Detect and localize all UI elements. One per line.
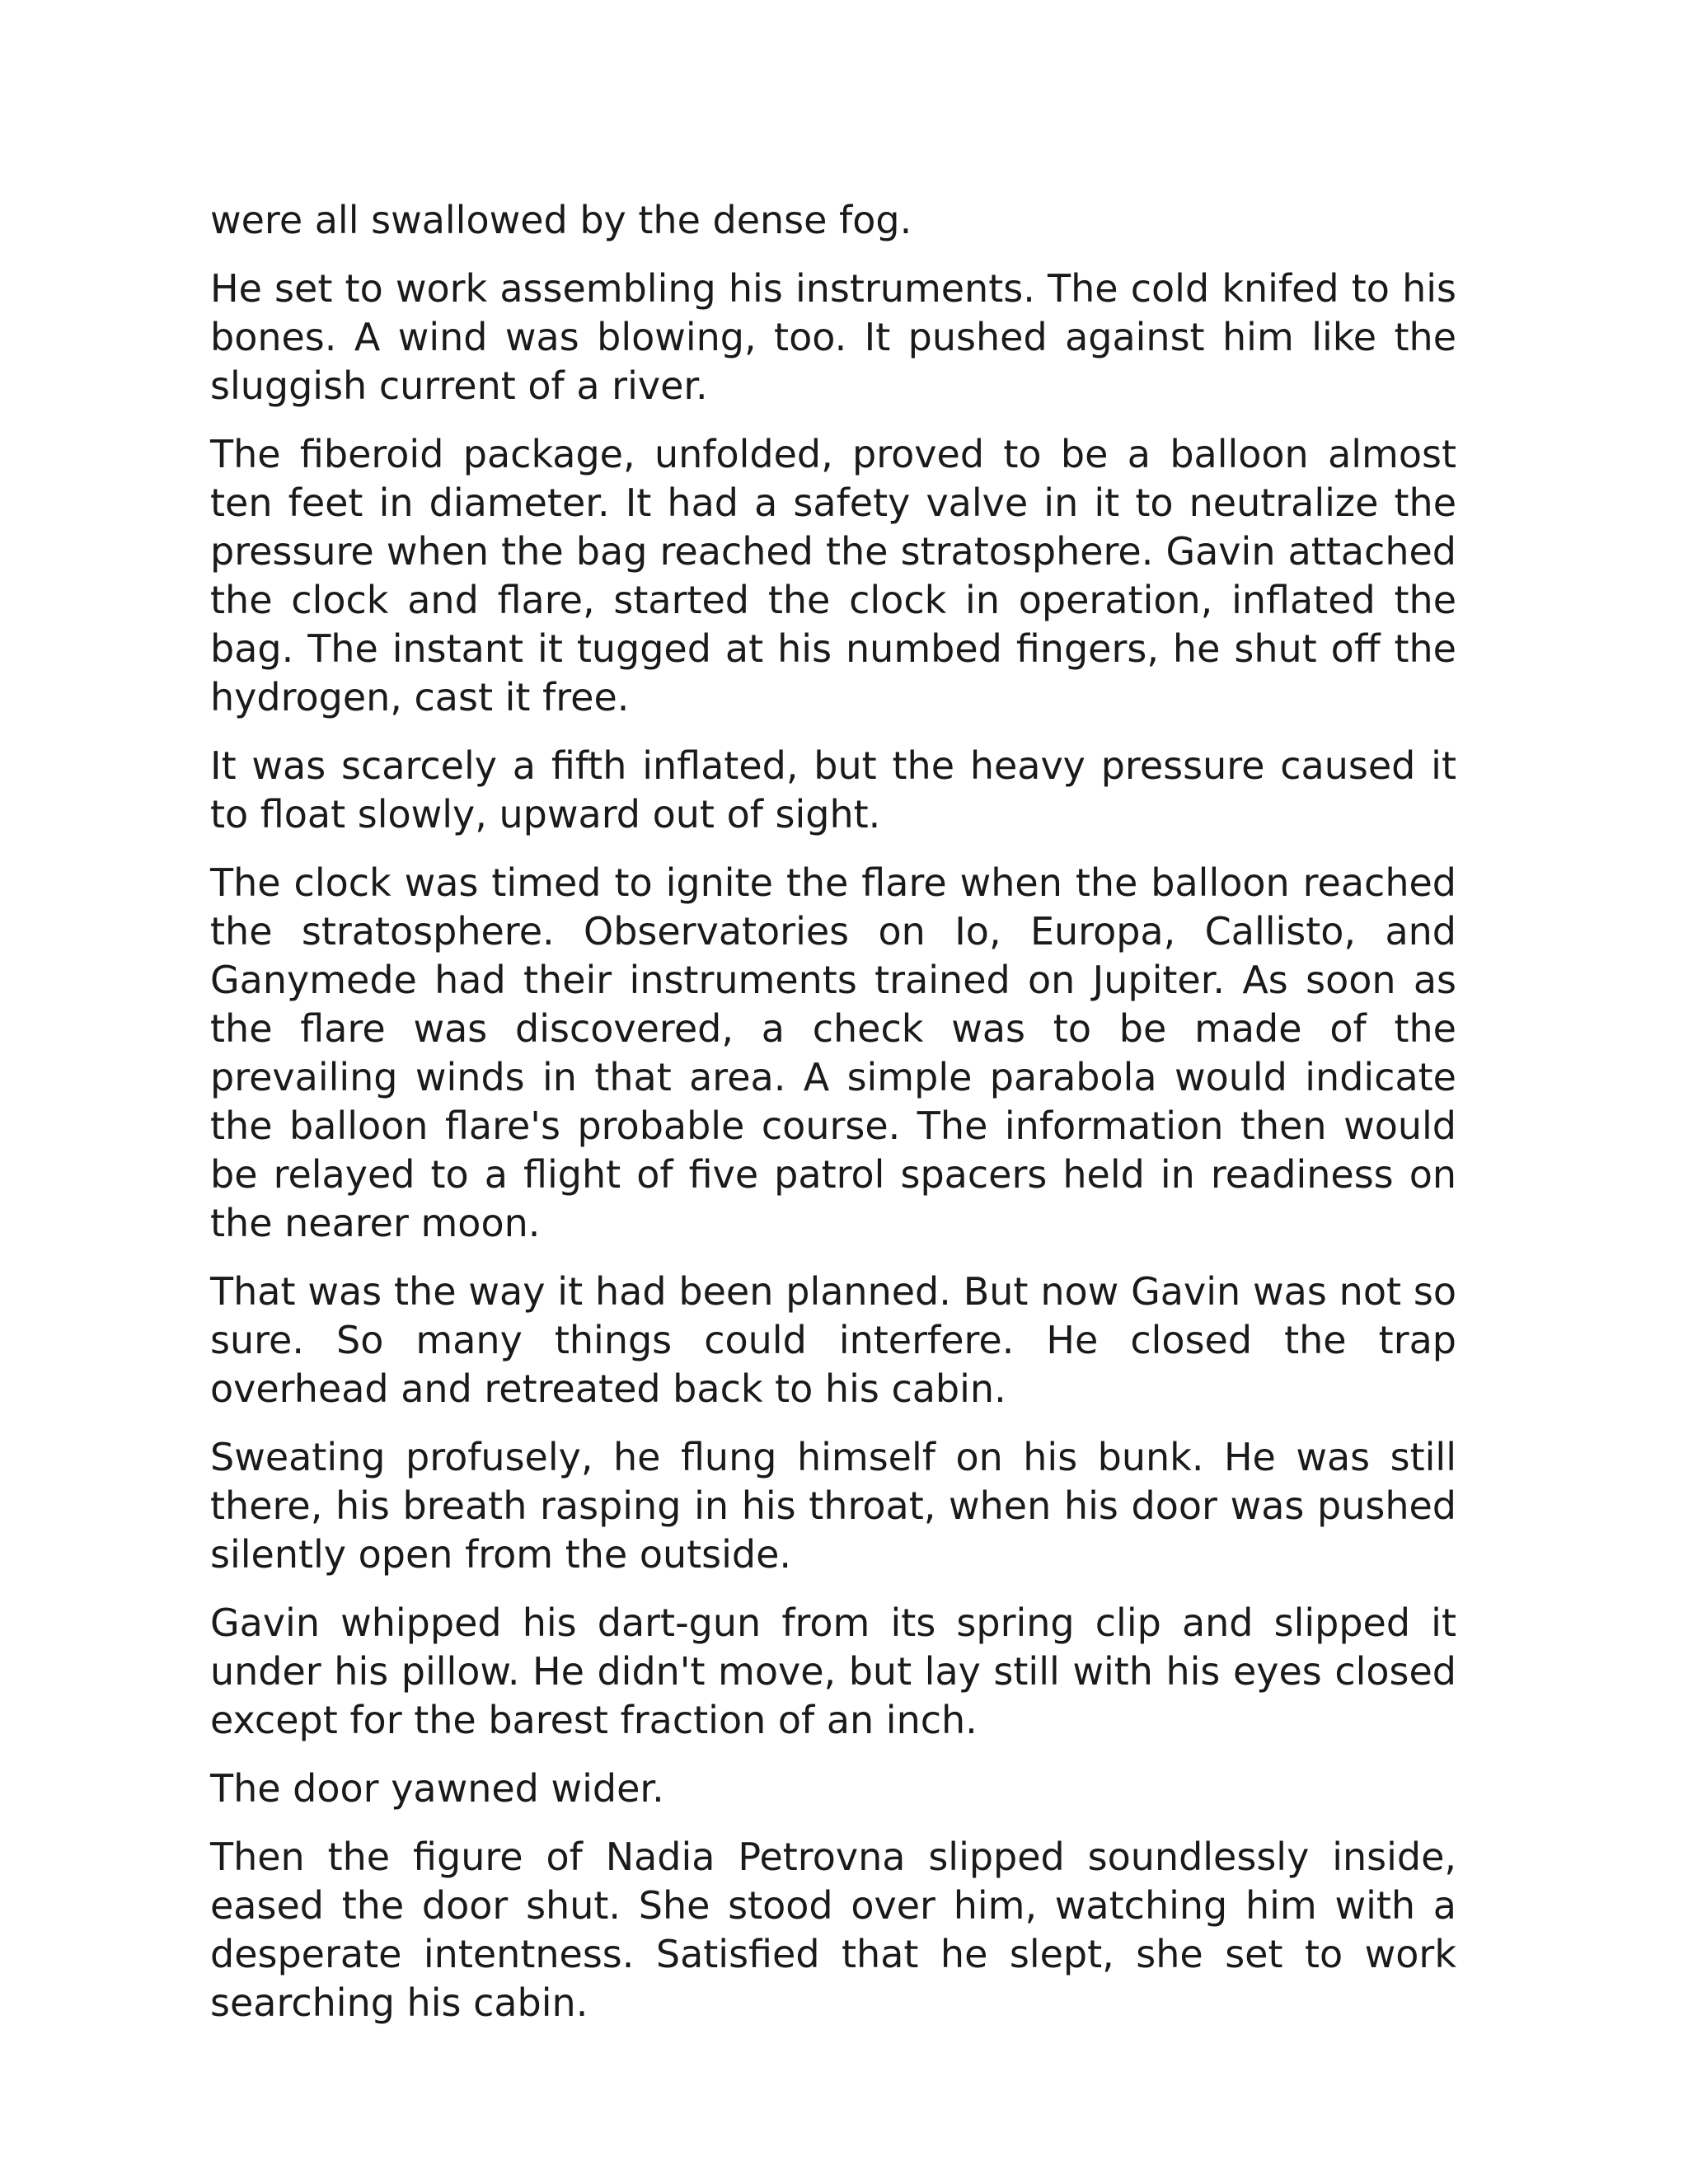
body-text [210, 196, 1456, 2047]
paragraph-5: The clock was timed to ignite the flare when the balloon reached the stratosphere. Observatories on Io, Europa, Callisto, and Ganymede had their instruments trained on Jupiter. As soon as the flare was discovered, a check was to be made of the prevailing winds in that area. A simple parabola would indicate the balloon flare's probable course. The information then would be relayed to a flight of five patrol spacers held in readiness on the nearer moon. [210, 860, 1456, 1245]
paragraph-10: Then the figure of Nadia Petrovna slipped soundlessly inside, eased the door shut. She stood over him, watching him with a desperate intentness. Satisfied that he slept, she set to work searching his cabin. [210, 1835, 1456, 2025]
paragraph-7: Sweating profusely, he flung himself on his bunk. He was still there, his breath rasping in his throat, when his door was pushed silently open from the outside. [210, 1435, 1456, 1577]
paragraph-8: Gavin whipped his dart-gun from its spring clip and slipped it under his pillow. He didn't move, but lay still with his eyes closed except for the barest fraction of an inch. [210, 1601, 1456, 1742]
paragraph-4: It was scarcely a fifth inflated, but the heavy pressure caused it to float slowly, upward out of sight. [210, 743, 1456, 837]
paragraph-6: That was the way it had been planned. But now Gavin was not so sure. So many things could interfere. He closed the trap overhead and retreated back to his cabin. [210, 1269, 1456, 1411]
paragraph-2: He set to work assembling his instruments. The cold knifed to his bones. A wind was blowing, too. It pushed against him like the sluggish current of a river. [210, 266, 1456, 408]
paragraph-3: The fiberoid package, unfolded, proved to be a balloon almost ten feet in diameter. It had a safety valve in it to neutralize the pressure when the bag reached the stratosphere. Gavin attached the clock and flare, started the clock in operation, inflated the bag. The instant it tugged at his numbed fingers, he shut off the hydrogen, cast it free. [210, 432, 1456, 719]
paragraph-1: were all swallowed by the dense fog. [210, 198, 912, 242]
paragraph-9: The door yawned wider. [210, 1766, 664, 1811]
